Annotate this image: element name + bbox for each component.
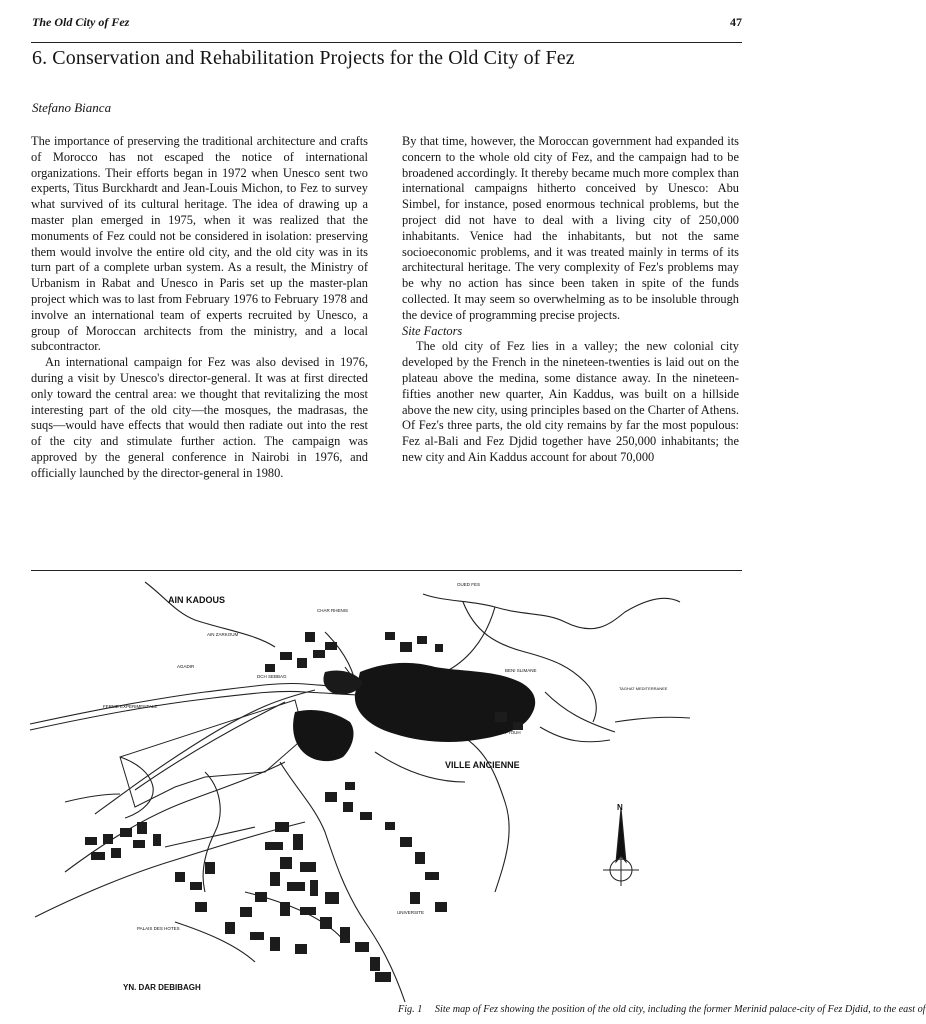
map-label-ferme: FERME EXPERIMENTALE: [103, 704, 158, 709]
figure-caption-text: Site map of Fez showing the position of the old city, including the former Merinid palace-city of Fez Djdid, to the east of: [434, 1004, 926, 1015]
author-name: Stefano Bianca: [32, 100, 112, 115]
left-column: [31, 134, 368, 482]
running-head: [32, 12, 742, 30]
left-paragraph-1: The importance of preserving the traditional architecture and crafts of Morocco has not escaped the notice of international organizations. Their efforts began in 1972 when Unesco sent two experts, Titus Burckhardt and Jean-Louis Michon, to Fez to survey what survived of its cultural heritage. The idea of drawing up a master plan emerged in 1975, when it was realized that the monuments of Fez could not be considered in isolation: preserving them would involve the entire old city, and the old city was in its turn part of a complete urban system. As a result, the Ministry of Urbanism in Rabat and Unesco in Paris set up the master-plan project which was to last from February 1976 to February 1978 and involve an international team of experts recruited by Unesco, a group of Moroccan architects from the ministry, and a local subcontractor.: [31, 134, 368, 354]
map-label-sebbag: DCH SEBBAG: [257, 674, 287, 679]
map-label-ville-ancienne: VILLE ANCIENNE: [445, 760, 520, 770]
figure-label: Fig. 1: [398, 1004, 423, 1015]
right-paragraph-2: The old city of Fez lies in a valley; the new colonial city developed by the French in the nineteen-twenties is laid out on the plateau above the medina, some distance away. In the nineteen-fifties another new quarter, Ain Kaddus, was built on a hillside above the new city, using principles based on the Charter of Athens. Of Fez's three parts, the old city remains by far the most populous: Fez al-Bali and Fez Djdid together have 250,000 inhabitants; the new city and Ain Kaddus account for about 70,000: [402, 339, 739, 464]
map-label-palais: PALAIS DES HOTES: [137, 926, 180, 931]
chapter-title: 6. Conservation and Rehabilitation Projects for the Old City of Fez: [32, 47, 575, 69]
figure-caption: [398, 1003, 926, 1016]
map-label-oued: OUED FES: [457, 582, 481, 587]
site-map: [25, 572, 750, 1004]
map-label-agadir: AGADIR: [177, 664, 195, 669]
map-label-universite: UNIVERSITE: [397, 910, 425, 915]
map-label-ain-zarkoum: AIN ZARKOUM: [207, 632, 239, 637]
map-label-chareb: CHAR RHENIS: [317, 608, 349, 613]
section-subheading: Site Factors: [402, 323, 463, 338]
header-rule: [31, 42, 742, 43]
map-label-yn-dar: YN. DAR DEBIBAGH: [123, 983, 201, 992]
figure-rule: [31, 570, 742, 571]
map-label-med: TAGHAT MEDITERRANEE: [619, 686, 668, 691]
map-label-north: N: [617, 803, 623, 812]
map-label-ain-kadous: AIN KADOUS: [168, 595, 226, 605]
right-column: [402, 134, 739, 466]
left-paragraph-2: An international campaign for Fez was also devised in 1976, during a visit by Unesco's director-general. It was at first directed only toward the central area: we thought that revitalizing the most interesting part of the old city—the mosques, the madrasas, the suqs—would have effects that would then radiate out into the rest of the city and stimulate further action. The campaign was approved by the general conference in Nairobi in 1976, and officially launched by the director-general in 1980.: [31, 355, 368, 480]
right-paragraph-1: By that time, however, the Moroccan government had expanded its concern to the whole old city of Fez, and the campaign had to be broadened accordingly. It thereby became much more complex than international campaigns hitherto conceived by Unesco: Abu Simbel, for instance, posed enormous technical problems, but the project did not have to deal with a living city of 250,000 inhabitants. Venice had the inhabitants, but not the same socioeconomic problems, and it was treated mainly in terms of its architectural heritage. The very complexity of Fez's problems may be why no action has since been taken in spite of the funds collected. It may seem so overwhelming as to be insoluble through the device of programming precise projects.: [402, 134, 739, 322]
map-label-bourkaiz: BENI SLIMANE: [505, 668, 537, 673]
page-number: 47: [730, 15, 742, 29]
running-head-title: The Old City of Fez: [32, 15, 130, 29]
map-label-bab-ftouh: BAB FTOUH: [495, 730, 521, 735]
